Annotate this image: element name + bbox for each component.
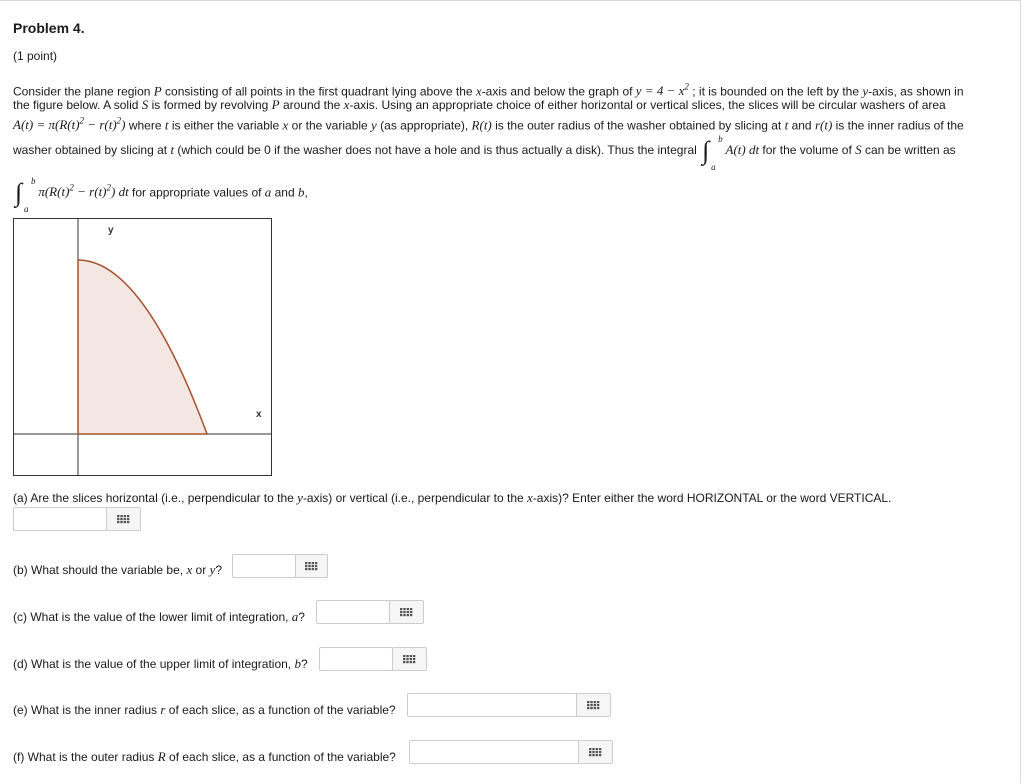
answer-e-equation-button[interactable] [576,693,611,717]
shaded-region [78,260,207,434]
equation-editor-icon [589,748,602,757]
answer-e-input[interactable] [407,693,577,717]
equation-editor-icon [587,701,600,710]
problem-title: Problem 4. [13,20,85,36]
region-figure [13,218,272,476]
integral-sign: ∫ b a [15,176,36,215]
equation-editor-icon [117,515,130,524]
washer-integrand: $\pi(R(t)^2 - r(t)^2)$ dt [38,183,129,200]
problem-points: (1 point) [13,49,58,63]
answer-a-input[interactable] [13,507,107,531]
answer-b-input[interactable] [232,554,296,578]
answer-a-equation-button[interactable] [106,507,141,531]
equation-editor-icon [403,655,416,664]
answer-f-equation-button[interactable] [578,740,613,764]
curve-equation: $y = 4 - x^2$ [635,82,689,99]
question-c-text: (c) What is the value of the lower limit of integration, a? [13,609,305,624]
problem-text-line-4: washer obtained by slicing at t (which could be 0 if the washer does not have a hole and is thus actually a disk). Thus the integral ∫ b a A(t) dt for the volume of S can be written as [13,134,956,172]
x-axis-label: x [256,409,262,420]
answer-b-equation-button[interactable] [295,554,328,578]
question-d-text: (d) What is the value of the upper limit of integration, b? [13,656,308,671]
answer-d-equation-button[interactable] [392,647,427,671]
y-axis-label: y [108,225,114,236]
question-a-text: (a) Are the slices horizontal (i.e., perpendicular to the y-axis) or vertical (i.e., perpendicular to the x-axis)? Enter either the word HORIZONTAL or the word VERTICAL. [13,490,892,505]
answer-f-input[interactable] [409,740,579,764]
answer-c-equation-button[interactable] [389,600,424,624]
answer-d-input[interactable] [319,647,393,671]
region-plot [14,219,271,475]
equation-editor-icon [305,562,318,571]
problem-text-line-5: ∫ b a $\pi(R(t)^2 - r(t)^2)$ dt for appropriate values of a and b, [15,176,308,215]
question-e-text: (e) What is the inner radius r of each slice, as a function of the variable? [13,702,396,717]
integral-sign: ∫ b a [702,134,723,172]
answer-c-input[interactable] [316,600,390,624]
area-formula: $A(t) = \pi(R(t)^2 - r(t)^2)$ [13,116,126,133]
equation-editor-icon [400,608,413,617]
problem-text-line-2: the figure below. A solid S is formed by revolving P around the x-axis. Using an appropriate choice of either horizontal or vertical slices, the slices will be circular washers of area [13,97,946,112]
question-f-text: (f) What is the outer radius R of each slice, as a function of the variable? [13,749,396,764]
problem-text-line-3: $A(t) = \pi(R(t)^2 - r(t)^2)$ where t is either the variable x or the variable y (as appropriate), R(t) is the outer radius of the washer obtained by slicing at t and r(t) is the inner radius of the [13,116,964,133]
problem-text-line-1: Consider the plane region P consisting of all points in the first quadrant lying above the x-axis and below the graph of $y = 4 - x^2$ ; it is bounded on the left by the y-axis, as shown in [13,82,964,99]
question-b-text: (b) What should the variable be, x or y? [13,562,223,577]
